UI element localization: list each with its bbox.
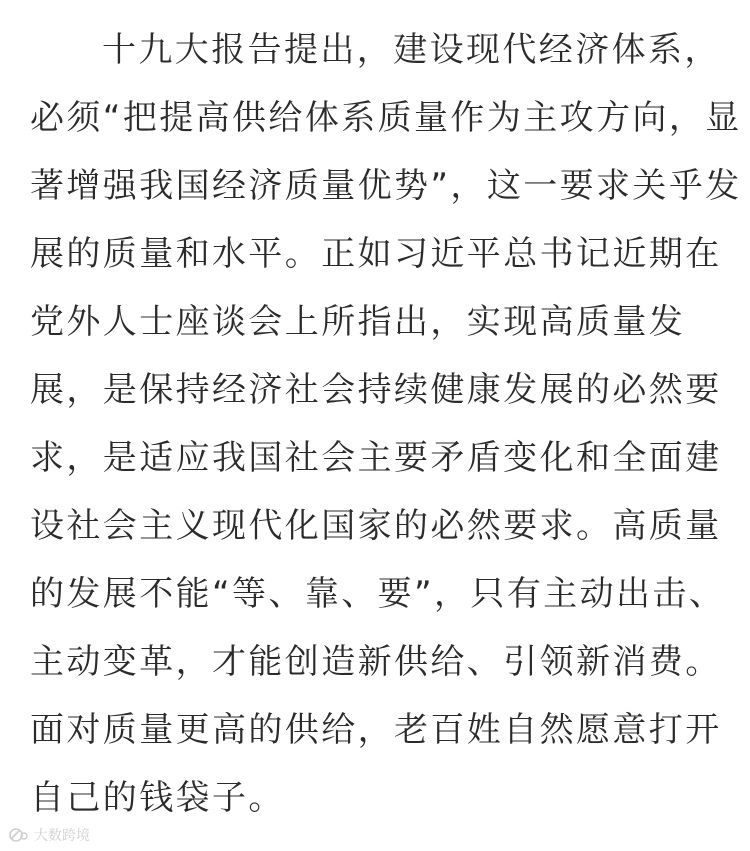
paragraph-line: 展，是保持经济社会持续健康发展的必然要 [30,370,722,410]
paragraph-line: 求，是适应我国社会主要矛盾变化和全面建 [30,438,722,478]
paragraph-line: 党外人士座谈会上所指出，实现高质量发 [30,302,686,342]
paragraph-line: 展的质量和水平。正如习近平总书记近期在 [30,234,722,274]
brand-logo-icon [8,827,30,843]
watermark [8,825,90,845]
paragraph-line: 主动变革，才能创造新供给、引领新消费。 [30,642,722,682]
paragraph-line: 的发展不能“等、靠、要”，只有主动出击、 [30,574,726,614]
paragraph-line: 必须“把提高供给体系质量作为主攻方向，显 [30,98,742,138]
paragraph-line: 著增强我国经济质量优势”，这一要求关乎发 [30,166,742,206]
paragraph-line: 自己的钱袋子。 [30,778,285,818]
watermark-text: 大数跨境 [34,827,90,843]
paragraph-line: 十九大报告提出，建设现代经济体系， [102,30,721,70]
article-paragraph [30,24,742,840]
paragraph-line: 面对质量更高的供给，老百姓自然愿意打开 [30,710,722,750]
paragraph-line: 设社会主义现代化国家的必然要求。高质量 [30,506,722,546]
